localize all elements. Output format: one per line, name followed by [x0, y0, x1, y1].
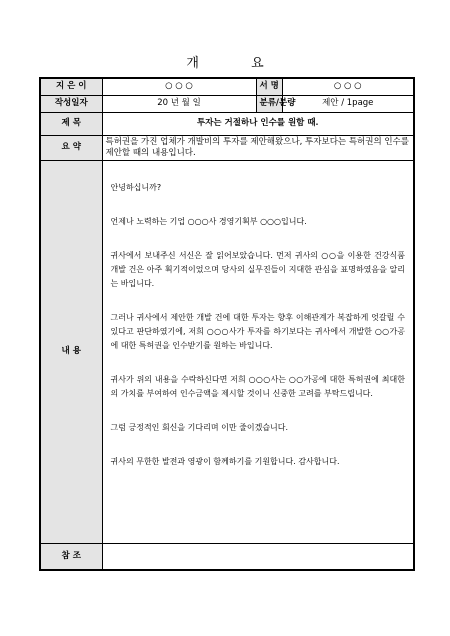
date-value: 20 년 월 일	[102, 95, 256, 112]
content-paragraph: 귀사의 무한한 발전과 영광이 함께하기를 기원합니다. 감사합니다.	[110, 456, 340, 466]
content-paragraph: 그러나 귀사에서 제안한 개발 건에 대한 투자는 향후 이해관계가 복잡하게 엇갈릴 수 있다고 판단하였기에, 저희 ○○○사가 투자를 하기보다는 귀사에서 개발한 ○○가공에 대한 특허권을 인수받기를 원하는 바입니다.	[110, 312, 405, 350]
content-paragraph: 안녕하십니까?	[110, 182, 162, 192]
author-value: ○ ○ ○	[102, 78, 256, 95]
date-label: 작성일자	[40, 95, 102, 112]
subject-value: 투자는 거절하나 인수를 원함 때.	[102, 112, 414, 135]
content-paragraph: 그럼 긍정적인 회신을 기다리며 이만 줄이겠습니다.	[110, 422, 289, 432]
document-title: 개 요	[186, 56, 288, 71]
summary-value: 특허권을 가진 업체가 개발비의 투자를 제안해왔으나, 투자보다는 특허권의 인수를 제안할 때의 내용입니다.	[102, 135, 414, 160]
content-paragraph: 귀사에서 보내주신 서신은 잘 읽어보았습니다. 먼저 귀사의 ○○을 이용한 건강식품 개발 건은 아주 획기적이었으며 당사의 실무진들이 지대한 관심을 표명하였음을 알리는 바입니다.	[110, 250, 405, 288]
content-label: 내 용	[40, 160, 102, 543]
author-label: 지 은 이	[40, 78, 102, 95]
subject-label: 제 목	[40, 112, 102, 135]
content-body	[102, 160, 414, 543]
content-paragraph: 귀사가 위의 내용을 수락하신다면 저희 ○○○사는 ○○가공에 대한 특허권에 최대한의 가치를 부여하여 인수금액을 제시할 것이니 신중한 고려를 부탁드립니다.	[110, 374, 405, 398]
content-paragraph: 언제나 노력하는 기업 ○○○사 경영기획부 ○○○입니다.	[110, 216, 307, 226]
reference-label: 참 조	[40, 543, 102, 570]
category-label: 분류/분량	[256, 95, 282, 112]
signature-label: 서 명	[256, 78, 282, 95]
signature-value: ○ ○ ○	[282, 78, 414, 95]
reference-value	[102, 543, 414, 570]
summary-form-table	[39, 77, 415, 571]
category-value: 제안 / 1page	[282, 95, 414, 112]
summary-label: 요 약	[40, 135, 102, 160]
